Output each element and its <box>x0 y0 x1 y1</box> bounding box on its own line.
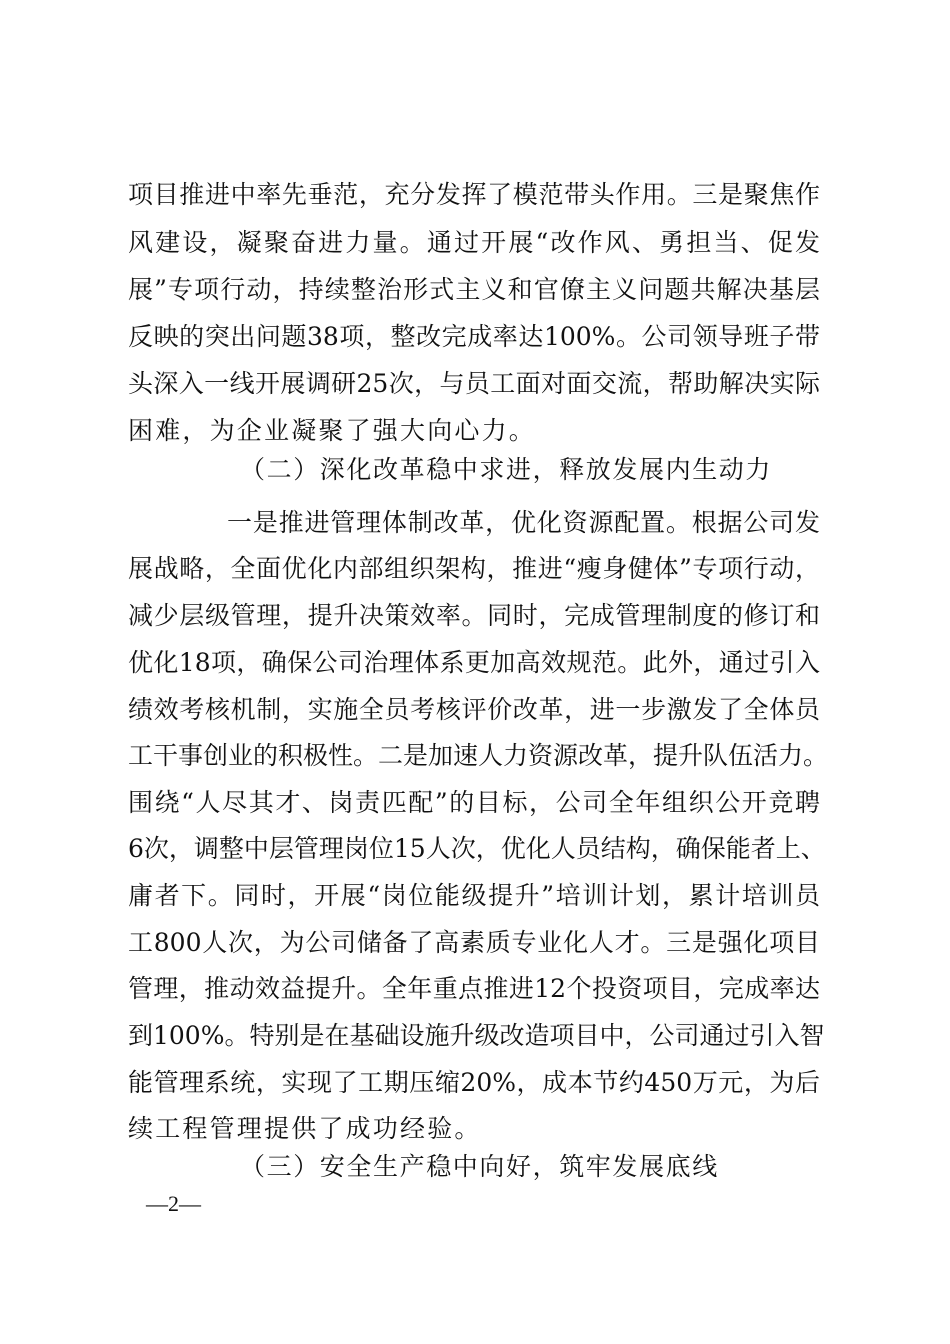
body-text-line: 能管理系统，实现了工期压缩20%，成本节约450万元，为后 <box>128 1068 820 1097</box>
body-text-line: 减少层级管理，提升决策效率。同时，完成管理制度的修订和 <box>128 601 820 630</box>
body-text-line: 项目推进中率先垂范，充分发挥了模范带头作用。三是聚焦作 <box>128 180 820 209</box>
page-number: —2— <box>146 1191 201 1216</box>
body-text-line: 工800人次，为公司储备了高素质专业化人才。三是强化项目 <box>128 928 820 957</box>
body-text-line: 续工程管理提供了成功经验。 <box>128 1114 482 1143</box>
body-text-line: 头深入一线开展调研25次，与员工面对面交流，帮助解决实际 <box>128 369 820 398</box>
section-heading: （二）深化改革稳中求进，释放发展内生动力 <box>240 455 773 484</box>
body-text-line: 到100%。特别是在基础设施升级改造项目中，公司通过引入智 <box>128 1021 825 1050</box>
body-text-line: 反映的突出问题38项，整改完成率达100%。公司领导班子带 <box>128 322 820 351</box>
body-text-line: 管理，推动效益提升。全年重点推进12个投资项目，完成率达 <box>128 974 820 1003</box>
body-text-line: 工干事创业的积极性。二是加速人力资源改革，提升队伍活力。 <box>128 741 829 770</box>
body-text-line: 6次，调整中层管理岗位15人次，优化人员结构，确保能者上、 <box>128 834 826 863</box>
body-text-line: 风建设，凝聚奋进力量。通过开展“改作风、勇担当、促发 <box>128 228 820 257</box>
body-text-line: 展战略，全面优化内部组织架构，推进“瘦身健体”专项行动， <box>128 554 820 583</box>
body-text-line: 困难，为企业凝聚了强大向心力。 <box>128 416 537 445</box>
body-text-line: 一是推进管理体制改革，优化资源配置。根据公司发 <box>227 508 820 537</box>
body-text-line: 优化18项，确保公司治理体系更加高效规范。此外，通过引入 <box>128 648 820 677</box>
body-text-line: 围绕“人尽其才、岗责匹配”的目标，公司全年组织公开竞聘 <box>128 788 820 817</box>
body-text-line: 绩效考核机制，实施全员考核评价改革，进一步激发了全体员 <box>128 695 820 724</box>
section-heading: （三）安全生产稳中向好，筑牢发展底线 <box>240 1152 719 1181</box>
body-text-line: 展”专项行动，持续整治形式主义和官僚主义问题共解决基层 <box>128 275 820 304</box>
body-text-line: 庸者下。同时，开展“岗位能级提升”培训计划，累计培训员 <box>128 881 820 910</box>
